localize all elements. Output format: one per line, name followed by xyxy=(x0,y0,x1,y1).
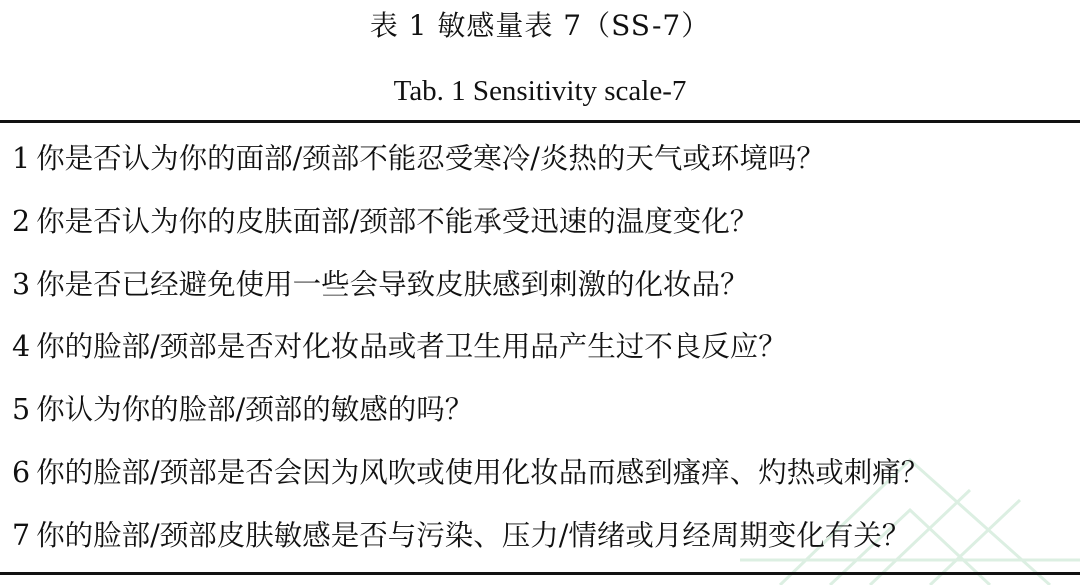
item-text: 你的脸部/颈部皮肤敏感是否与污染、压力/情绪或月经周期变化有关？ xyxy=(36,518,911,552)
item-number: 1 xyxy=(12,142,31,175)
item-text: 你的脸部/颈部是否会因为风吹或使用化妆品而感到瘙痒、灼热或刺痛？ xyxy=(36,455,930,489)
item-number: 2 xyxy=(12,204,31,238)
questionnaire-item xyxy=(12,384,1078,447)
table-caption-english: Tab. 1 Sensitivity scale-7 xyxy=(393,75,687,107)
table-bottom-rule xyxy=(0,572,1080,575)
questionnaire-list xyxy=(12,133,1078,573)
questionnaire-item xyxy=(12,196,1078,259)
item-number: 6 xyxy=(12,455,31,489)
item-text: 你的脸部/颈部是否对化妆品或者卫生用品产生过不良反应？ xyxy=(36,330,787,364)
questionnaire-item xyxy=(12,133,1078,196)
item-number: 4 xyxy=(12,330,31,364)
questionnaire-item xyxy=(12,510,1078,573)
questionnaire-item xyxy=(12,259,1078,322)
item-number: 3 xyxy=(12,267,31,301)
questionnaire-item xyxy=(12,447,1078,510)
table-caption-chinese: 表 1 敏感量表 7（SS-7） xyxy=(369,9,711,42)
questionnaire-item xyxy=(12,321,1078,384)
item-text: 你是否认为你的皮肤面部/颈部不能承受迅速的温度变化？ xyxy=(36,204,759,238)
item-text: 你是否认为你的面部/颈部不能忍受寒冷/炎热的天气或环境吗？ xyxy=(36,142,825,175)
item-number: 7 xyxy=(12,518,31,552)
table-top-rule xyxy=(0,120,1080,123)
item-number: 5 xyxy=(12,393,31,427)
item-text: 你认为你的脸部/颈部的敏感的吗？ xyxy=(36,393,474,427)
item-text: 你是否已经避免使用一些会导致皮肤感到刺激的化妆品？ xyxy=(36,267,749,301)
